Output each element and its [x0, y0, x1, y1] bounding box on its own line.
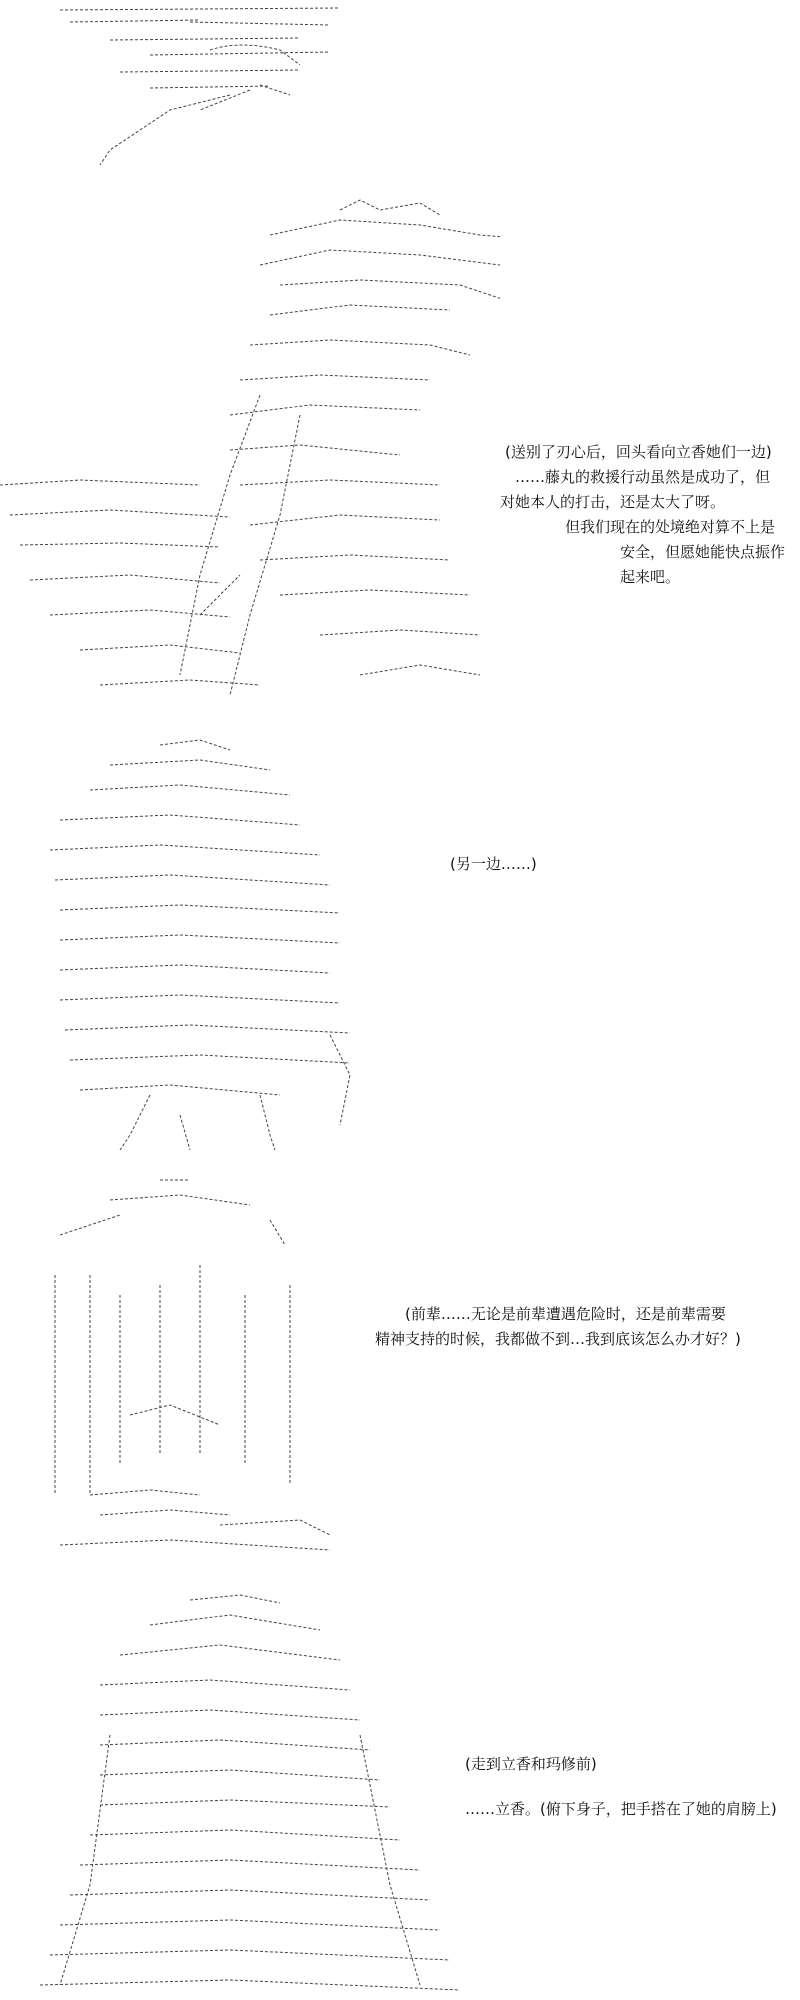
- caption-line: 安全，但愿她能快点振作: [620, 543, 786, 561]
- caption-panel-2: [500, 440, 786, 590]
- caption-line: 起来吧。: [620, 568, 681, 586]
- panel-5: [0, 1585, 800, 2000]
- caption-line: (另一边……): [450, 855, 537, 873]
- caption-panel-3: [450, 852, 537, 877]
- caption-line: (走到立香和玛修前): [465, 1755, 597, 1773]
- ascii-art-scene: [0, 1585, 470, 2000]
- caption-line: (前辈……无论是前辈遭遇危险时，还是前辈需要: [405, 1305, 726, 1323]
- caption-line: 精神支持的时候，我都做不到…我到底该怎么办才好？): [375, 1330, 741, 1348]
- panel-4: [0, 1165, 800, 1565]
- caption-line: (送别了刃心后，回头看向立香她们一边): [505, 443, 772, 461]
- caption-line: ……藤丸的救援行动虽然是成功了，但: [515, 468, 771, 486]
- caption-line: 但我们现在的处境绝对算不上是: [565, 518, 776, 536]
- panel-1: [0, 0, 800, 175]
- caption-panel-5: [465, 1752, 777, 1822]
- ascii-art-character: [0, 735, 400, 1155]
- caption-line: ……立香。(俯下身子，把手搭在了她的肩膀上): [465, 1800, 777, 1818]
- caption-line: 对她本人的打击，还是太大了呀。: [500, 493, 726, 511]
- panel-3: [0, 735, 800, 1155]
- ascii-art-character: [0, 1165, 400, 1565]
- caption-panel-4: [375, 1302, 741, 1352]
- panel-2: [0, 195, 800, 715]
- ascii-art-figure: [0, 0, 800, 175]
- ascii-art-scene: [0, 195, 500, 715]
